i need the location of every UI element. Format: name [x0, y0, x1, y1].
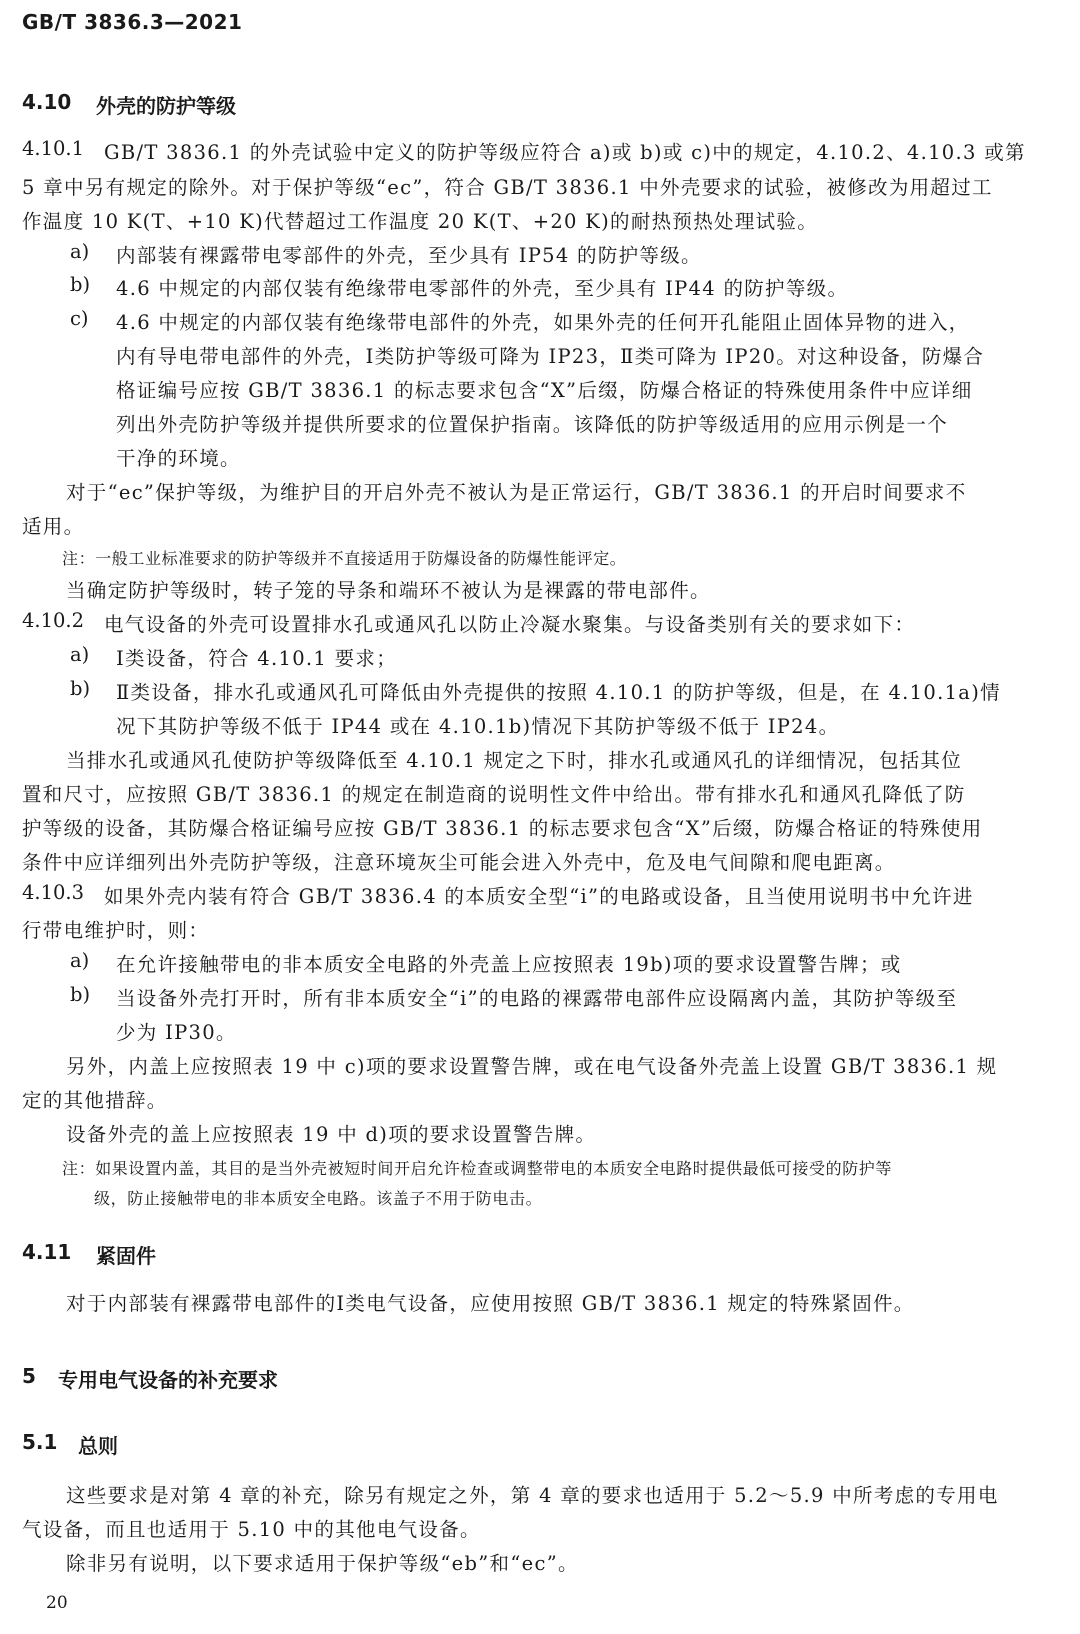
- list-item-text: 在允许接触带电的非本质安全电路的外壳盖上应按照表 19b)项的要求设置警告牌；或: [116, 953, 902, 976]
- clause-number-4-10-2: 4.10.2: [22, 609, 85, 632]
- list-item-text: 干净的环境。: [116, 447, 241, 470]
- section-title-4-10: 外壳的防护等级: [96, 94, 236, 118]
- standard-header: GB/T 3836.3—2021: [22, 10, 243, 34]
- list-label-a: a): [70, 643, 90, 666]
- chapter-title-5: 专用电气设备的补充要求: [58, 1368, 278, 1392]
- paragraph-line: 如果外壳内装有符合 GB/T 3836.4 的本质安全型“i”的电路或设备，且当使用说明书中允许进: [104, 885, 974, 908]
- paragraph-line: 置和尺寸，应按照 GB/T 3836.1 的规定在制造商的说明性文件中给出。带有排水孔和通风孔降低了防: [22, 783, 966, 806]
- list-item-text: 内部装有裸露带电零部件的外壳，至少具有 IP54 的防护等级。: [116, 244, 702, 267]
- list-item-text: Ⅰ类设备，符合 4.10.1 要求；: [116, 647, 398, 670]
- list-item-text: 少为 IP30。: [116, 1021, 237, 1044]
- list-label-b: b): [70, 273, 91, 296]
- note: 注：如果设置内盖，其目的是当外壳被短时间开启允许检查或调整带电的本质安全电路时提供最低可接受的防护等: [62, 1159, 893, 1178]
- list-item-text: 格证编号应按 GB/T 3836.1 的标志要求包含“X”后缀，防爆合格证的特殊使用条件中应详细: [116, 379, 973, 402]
- paragraph-line: 对于内部装有裸露带电部件的Ⅰ类电气设备，应使用按照 GB/T 3836.1 规定的特殊紧固件。: [66, 1292, 915, 1315]
- note: 级，防止接触带电的非本质安全电路。该盖子不用于防电击。: [94, 1189, 543, 1208]
- paragraph-line: GB/T 3836.1 的外壳试验中定义的防护等级应符合 a)或 b)或 c)中的规定，4.10.2、4.10.3 或第: [104, 141, 1026, 164]
- paragraph-line: 条件中应详细列出外壳防护等级，注意环境灰尘可能会进入外壳中，危及电气间隙和爬电距离。: [22, 851, 896, 874]
- paragraph-line: 另外，内盖上应按照表 19 中 c)项的要求设置警告牌，或在电气设备外壳盖上设置 GB/T 3836.1 规: [66, 1055, 998, 1078]
- section-number-4-11: 4.11: [22, 1240, 72, 1264]
- paragraph-line: 电气设备的外壳可设置排水孔或通风孔以防止冷凝水聚集。与设备类别有关的要求如下：: [104, 613, 916, 636]
- section-number-5-1: 5.1: [22, 1430, 58, 1454]
- section-title-5-1: 总则: [78, 1434, 118, 1458]
- paragraph-line: 设备外壳的盖上应按照表 19 中 d)项的要求设置警告牌。: [66, 1123, 597, 1146]
- list-label-b: b): [70, 983, 91, 1006]
- list-item-text: 况下其防护等级不低于 IP44 或在 4.10.1b)情况下其防护等级不低于 IP24。: [116, 715, 840, 738]
- clause-number-4-10-1: 4.10.1: [22, 137, 85, 160]
- list-item-text: Ⅱ类设备，排水孔或通风孔可降低由外壳提供的按照 4.10.1 的防护等级，但是，在 4.10.1a)情: [116, 681, 1001, 704]
- paragraph-line: 行带电维护时，则：: [22, 919, 210, 942]
- section-number-4-10: 4.10: [22, 90, 72, 114]
- list-label-a: a): [70, 949, 90, 972]
- paragraph-line: 这些要求是对第 4 章的补充，除另有规定之外，第 4 章的要求也适用于 5.2～5.9 中所考虑的专用电: [66, 1484, 999, 1507]
- list-item-text: 当设备外壳打开时，所有非本质安全“i”的电路的裸露带电部件应设隔离内盖，其防护等级至: [116, 987, 958, 1010]
- list-label-a: a): [70, 240, 90, 263]
- list-label-c: c): [70, 307, 89, 330]
- paragraph-line: 护等级的设备，其防爆合格证编号应按 GB/T 3836.1 的标志要求包含“X”后缀，防爆合格证的特殊使用: [22, 817, 983, 840]
- note: 注：一般工业标准要求的防护等级并不直接适用于防爆设备的防爆性能评定。: [62, 549, 627, 568]
- paragraph-line: 5 章中另有规定的除外。对于保护等级“ec”，符合 GB/T 3836.1 中外壳要求的试验，被修改为用超过工: [22, 176, 993, 199]
- list-label-b: b): [70, 677, 91, 700]
- list-item-text: 4.6 中规定的内部仅装有绝缘带电零部件的外壳，至少具有 IP44 的防护等级。: [116, 277, 849, 300]
- clause-number-4-10-3: 4.10.3: [22, 881, 85, 904]
- paragraph-line: 适用。: [22, 515, 85, 538]
- list-item-text: 4.6 中规定的内部仅装有绝缘带电部件的外壳，如果外壳的任何开孔能阻止固体异物的进入，: [116, 311, 970, 334]
- paragraph-line: 气设备，而且也适用于 5.10 中的其他电气设备。: [22, 1518, 481, 1541]
- paragraph-line: 当确定防护等级时，转子笼的导条和端环不被认为是裸露的带电部件。: [66, 579, 711, 602]
- chapter-number-5: 5: [22, 1364, 36, 1388]
- list-item-text: 内有导电带电部件的外壳，Ⅰ类防护等级可降为 IP23，Ⅱ类可降为 IP20。对这种设备，防爆合: [116, 345, 985, 368]
- list-item-text: 列出外壳防护等级并提供所要求的位置保护指南。该降低的防护等级适用的应用示例是一个: [116, 413, 949, 436]
- section-title-4-11: 紧固件: [96, 1244, 156, 1268]
- paragraph-line: 除非另有说明，以下要求适用于保护等级“eb”和“ec”。: [66, 1552, 579, 1575]
- paragraph-line: 作温度 10 K(T、+10 K)代替超过工作温度 20 K(T、+20 K)的耐热预热处理试验。: [22, 210, 819, 233]
- paragraph-line: 对于“ec”保护等级，为维护目的开启外壳不被认为是正常运行，GB/T 3836.1 的开启时间要求不: [66, 481, 967, 504]
- paragraph-line: 定的其他措辞。: [22, 1089, 168, 1112]
- page-number: 20: [46, 1593, 68, 1613]
- paragraph-line: 当排水孔或通风孔使防护等级降低至 4.10.1 规定之下时，排水孔或通风孔的详细情况，包括其位: [66, 749, 963, 772]
